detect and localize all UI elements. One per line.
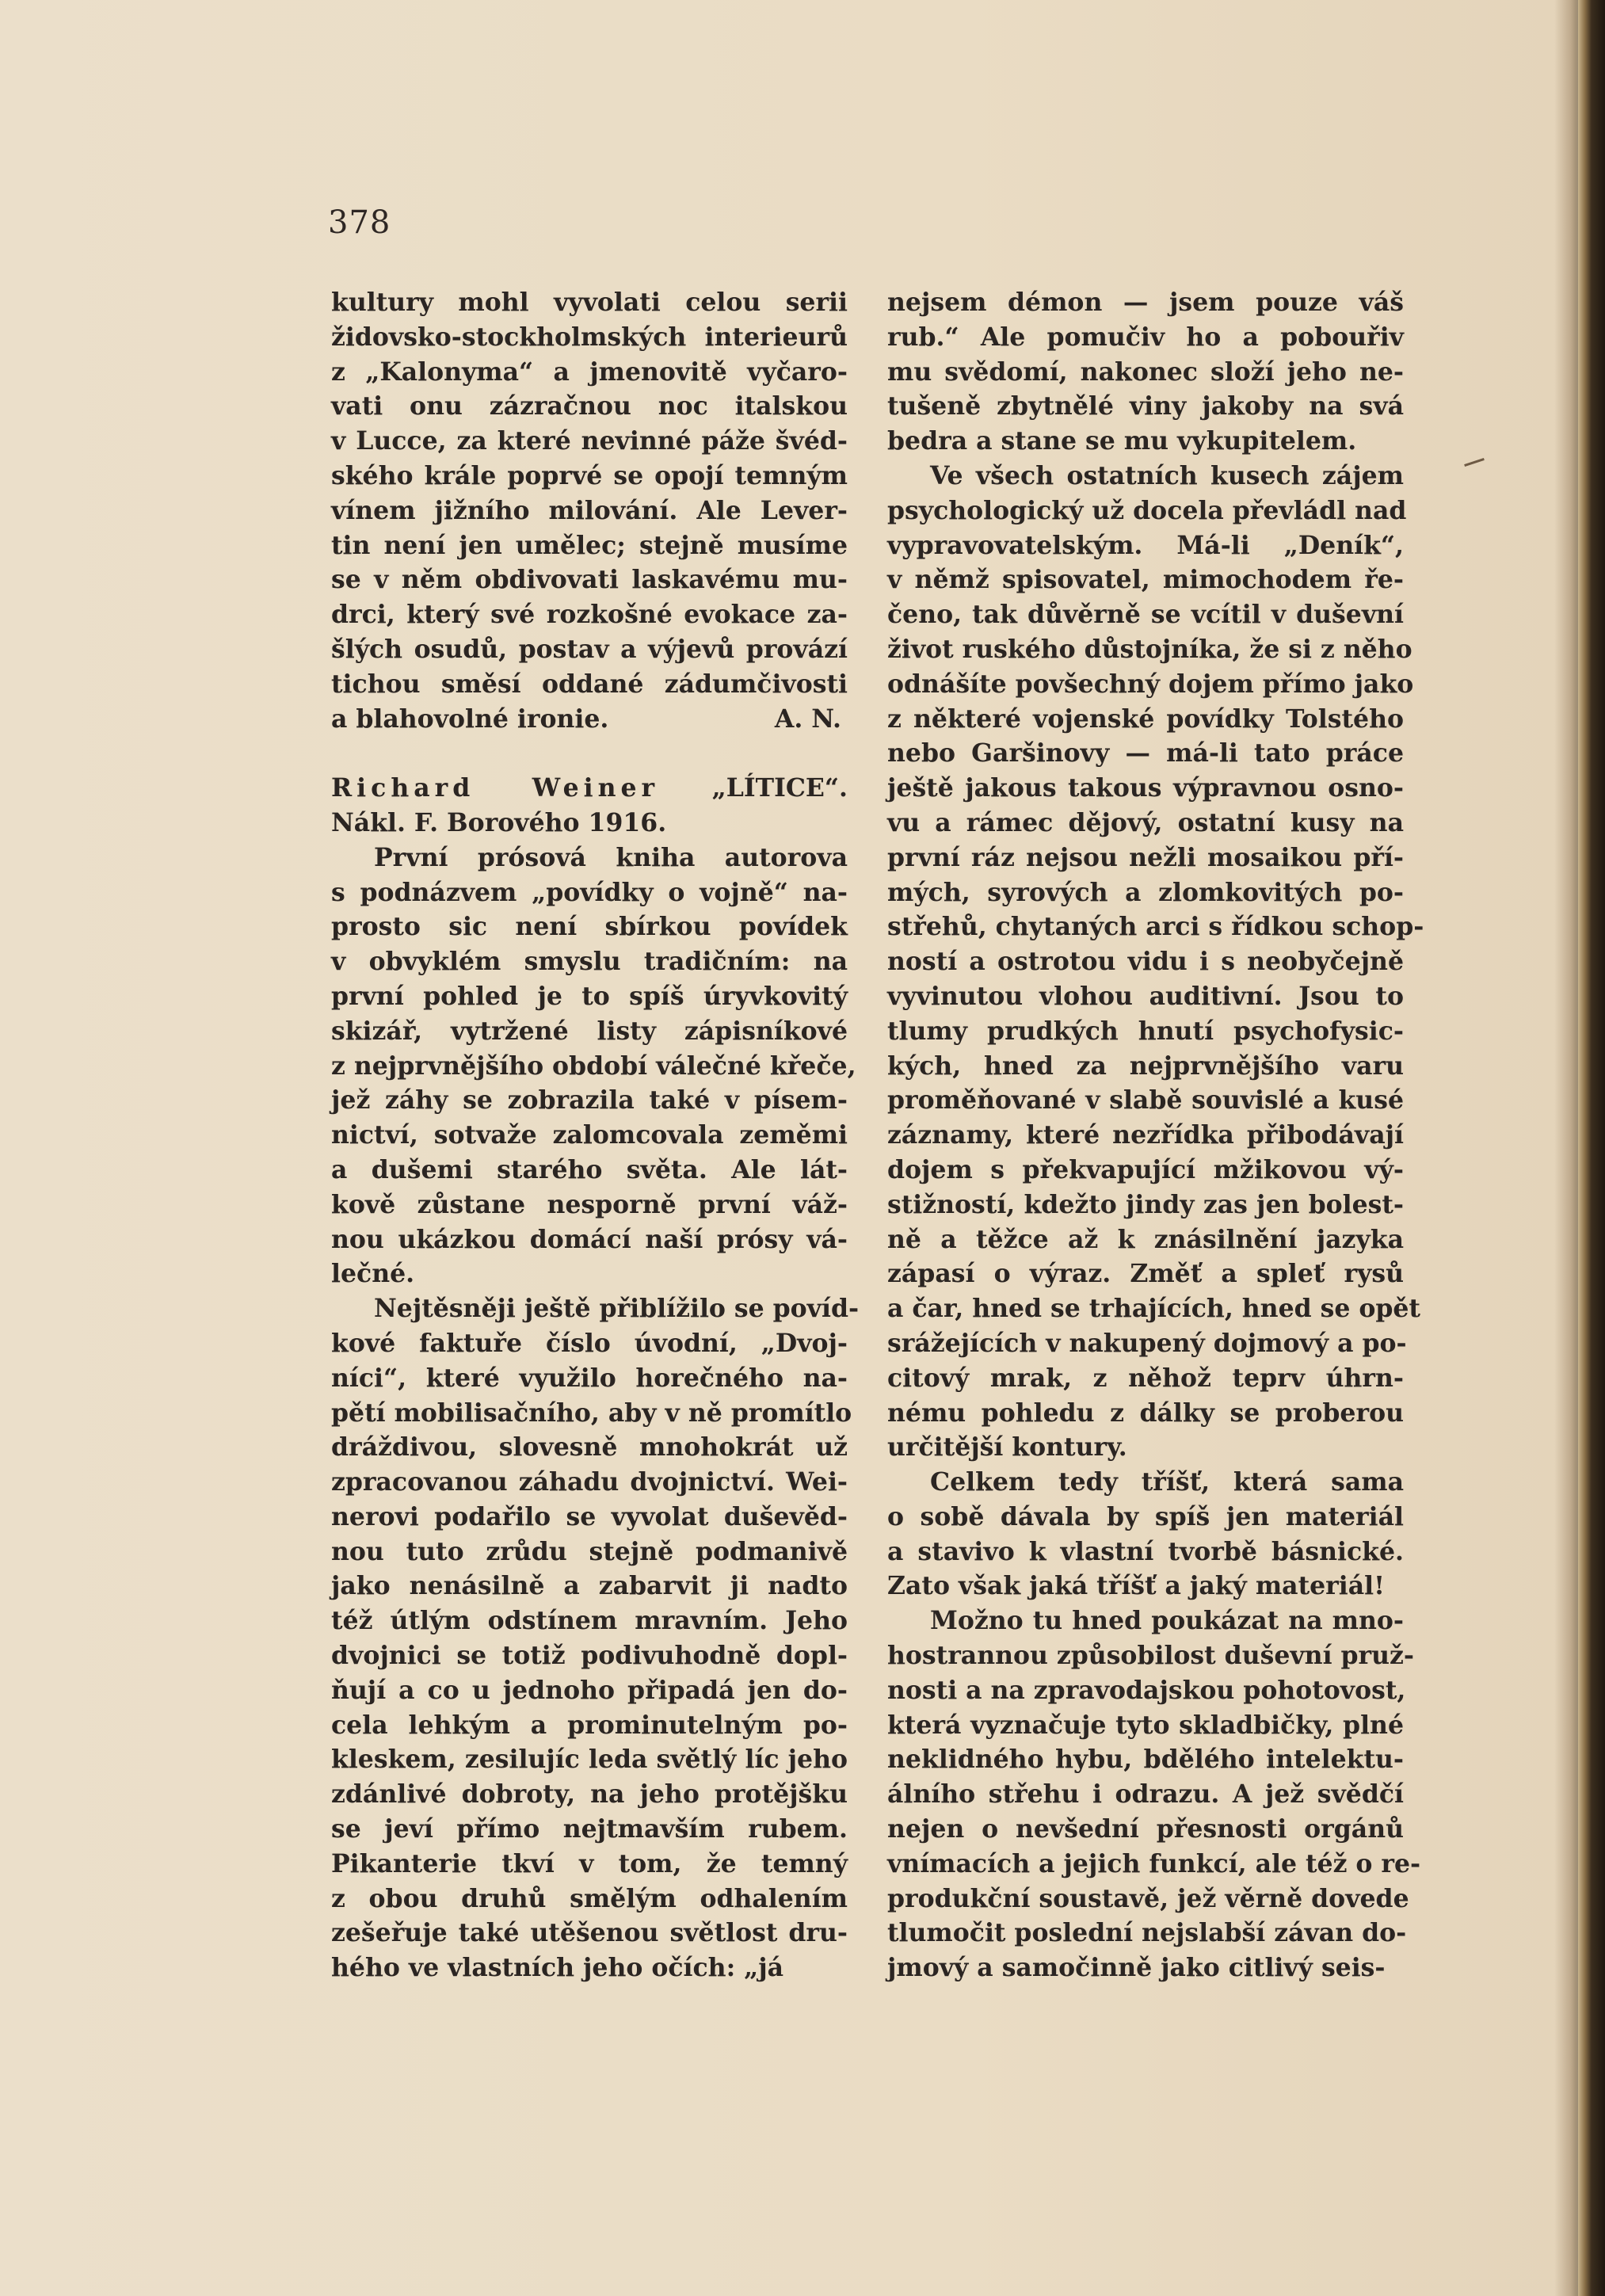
line-text: Pikanterie tkví v tom, že temný xyxy=(331,1848,848,1878)
text-line xyxy=(887,1222,1404,1257)
text-line xyxy=(331,979,848,1014)
text-line xyxy=(331,424,848,459)
line-text: srážejících v nakupený dojmový a po- xyxy=(887,1328,1407,1358)
text-line xyxy=(887,875,1404,910)
text-line xyxy=(887,702,1404,737)
text-line xyxy=(887,910,1424,944)
line-text: o sobě dávala by spíš jen materiál xyxy=(887,1501,1404,1531)
text-line xyxy=(331,1118,848,1153)
line-text: jež záhy se zobrazila také v písem- xyxy=(331,1085,848,1116)
line-text: drci, který své rozkošné evokace za- xyxy=(331,600,848,630)
text-line xyxy=(331,1049,856,1084)
line-text: tin není jen umělec; stejně musíme xyxy=(331,530,848,560)
text-line xyxy=(887,1708,1404,1743)
text-line xyxy=(331,771,848,806)
text-line xyxy=(331,1465,848,1500)
line-text: nou ukázkou domácí naší prósy vá- xyxy=(331,1224,848,1254)
text-line xyxy=(887,1951,1404,1985)
text-line xyxy=(887,1777,1404,1812)
line-text: bedra a stane se mu vykupitelem. xyxy=(887,426,1357,456)
line-text: šlých osudů, postav a výjevů provází xyxy=(331,634,848,664)
line-text: lečné. xyxy=(331,1259,415,1289)
line-text: dvojnici se totiž podivuhodně dopl- xyxy=(331,1641,848,1671)
line-text: židovsko-stockholmských interieurů xyxy=(331,322,848,352)
text-line xyxy=(331,1638,848,1673)
line-text: život ruského důstojníka, že si z něho xyxy=(887,634,1412,664)
line-text: vnímacích a jejich funkcí, ale též o re- xyxy=(887,1848,1421,1878)
line-text: jako nenásilně a zabarvit ji nadto xyxy=(331,1571,848,1601)
text-line xyxy=(887,1535,1404,1569)
line-text: čeno, tak důvěrně se vcítil v duševní xyxy=(887,600,1404,630)
line-text: z některé vojenské povídky Tolstého xyxy=(887,704,1404,734)
line-text: zpracovanou záhadu dvojnictví. Wei- xyxy=(331,1467,848,1497)
text-line xyxy=(887,1014,1404,1049)
text-line xyxy=(887,979,1404,1014)
text-line xyxy=(887,1500,1404,1535)
line-text: první pohled je to spíš úryvkovitý xyxy=(331,981,848,1011)
line-text: Zato však jaká tříšť a jaký materiál! xyxy=(887,1571,1385,1601)
line-text: nejsem démon — jsem pouze váš xyxy=(887,288,1404,317)
text-line xyxy=(887,1361,1404,1396)
text-line xyxy=(331,910,848,944)
line-text: hostrannou způsobilost duševní pruž- xyxy=(887,1641,1414,1671)
line-text: tlumočit poslední nejslabší závan do- xyxy=(887,1918,1407,1948)
line-text: citový mrak, z něhož teprv úhrn- xyxy=(887,1363,1404,1393)
text-line xyxy=(331,1153,848,1188)
line-text: tichou směsí oddané zádumčivosti xyxy=(331,669,848,699)
text-line xyxy=(331,563,848,597)
text-line xyxy=(887,1188,1404,1222)
text-line xyxy=(887,320,1404,355)
text-line xyxy=(331,459,848,494)
line-text: ňují a co u jednoho připadá jen do- xyxy=(331,1675,848,1705)
line-text: pětí mobilisačního, aby v ně promítlo xyxy=(331,1398,852,1428)
line-text: která vyznačuje tyto skladbičky, plné xyxy=(887,1710,1404,1740)
line-text: ně a těžce až k znásilnění jazyka xyxy=(887,1224,1404,1254)
line-text: produkční soustavě, jež věrně dovede xyxy=(887,1883,1409,1913)
text-line xyxy=(331,702,848,737)
text-line xyxy=(331,1188,848,1222)
text-line xyxy=(331,494,848,528)
text-line xyxy=(887,1673,1404,1708)
text-line xyxy=(331,1083,848,1118)
text-line xyxy=(887,841,1404,875)
line-text: vu a rámec dějový, ostatní kusy na xyxy=(887,807,1404,837)
line-text: vyvinutou vlohou auditivní. Jsou to xyxy=(887,981,1404,1011)
text-line xyxy=(887,1153,1404,1188)
line-text: Celkem tedy tříšť, která sama xyxy=(930,1467,1404,1497)
text-line xyxy=(331,1916,848,1951)
text-line xyxy=(331,944,848,979)
text-line xyxy=(887,597,1404,632)
text-line xyxy=(887,1326,1407,1361)
text-line xyxy=(331,1535,848,1569)
text-line xyxy=(887,285,1404,320)
text-line xyxy=(887,1604,1404,1638)
text-line xyxy=(887,1291,1420,1326)
text-line xyxy=(331,1291,860,1326)
line-text: nictví, sotvaže zalomcovala zeměmi xyxy=(331,1120,848,1150)
text-line xyxy=(331,597,848,632)
book-title: „LÍTICE“. xyxy=(711,773,848,803)
line-text: ností a ostrotou vidu i s neobyčejně xyxy=(887,947,1404,977)
line-text: nosti a na zpravodajskou pohotovost, xyxy=(887,1675,1406,1705)
line-text: z „Kalonyma“ a jmenovitě vyčaro- xyxy=(331,357,848,387)
line-text: skizář, vytržené listy zápisníkové xyxy=(331,1016,848,1046)
line-text: z nejprvnějšího období válečné křeče, xyxy=(331,1051,856,1081)
line-text: v obvyklém smyslu tradičním: na xyxy=(331,947,848,977)
text-line xyxy=(331,1396,852,1431)
text-line xyxy=(331,1257,848,1291)
text-line xyxy=(331,1847,848,1882)
line-text: vati onu zázračnou noc italskou xyxy=(331,391,848,421)
left-column xyxy=(331,285,860,1985)
line-text: ještě jakous takous výpravnou osno- xyxy=(887,773,1404,803)
line-text: jmový a samočinně jako citlivý seis- xyxy=(887,1953,1386,1983)
line-text: nebo Garšinovy — má-li tato práce xyxy=(887,738,1404,769)
scan-edge xyxy=(1578,0,1605,2296)
line-text: níci“, které využilo horečného na- xyxy=(331,1363,848,1393)
text-line xyxy=(331,1777,848,1812)
text-line xyxy=(331,285,848,320)
text-line xyxy=(887,1257,1404,1291)
text-line xyxy=(331,355,848,390)
line-text: nejen o nevšední přesnosti orgánů xyxy=(887,1814,1404,1844)
text-line xyxy=(887,1847,1421,1882)
line-text: v němž spisovatel, mimochodem ře- xyxy=(887,565,1404,595)
text-line xyxy=(331,632,848,667)
line-text: prosto sic není sbírkou povídek xyxy=(331,912,848,942)
line-text: hého ve vlastních jeho očích: „já xyxy=(331,1953,784,1983)
line-text: první ráz nejsou nežli mosaikou pří- xyxy=(887,842,1404,872)
line-text: se jeví přímo nejtmavším rubem. xyxy=(331,1814,848,1844)
text-line xyxy=(331,389,848,424)
text-line xyxy=(331,875,848,910)
line-text: kultury mohl vyvolati celou serii xyxy=(331,288,848,317)
line-text: psychologický už docela převládl nad xyxy=(887,495,1407,525)
line-text: odnášíte povšechný dojem přímo jako xyxy=(887,669,1414,699)
text-line xyxy=(887,389,1404,424)
text-line xyxy=(331,1812,848,1847)
line-text: cela lehkým a prominutelným po- xyxy=(331,1710,848,1740)
text-line xyxy=(331,806,848,841)
line-text: a čar, hned se trhajících, hned se opět xyxy=(887,1294,1420,1324)
line-text: s podnázvem „povídky o vojně“ na- xyxy=(331,877,848,907)
text-line xyxy=(331,1604,848,1638)
text-line xyxy=(331,1673,848,1708)
line-text: Nákl. F. Borového 1916. xyxy=(331,807,667,837)
text-line xyxy=(331,1500,848,1535)
text-line xyxy=(887,944,1404,979)
text-line xyxy=(887,1812,1404,1847)
text-line xyxy=(887,1118,1404,1153)
page-number: 378 xyxy=(328,204,391,241)
text-line xyxy=(887,1638,1414,1673)
text-line xyxy=(331,1326,848,1361)
text-line xyxy=(331,1430,848,1465)
line-text: Možno tu hned poukázat na mno- xyxy=(930,1606,1404,1636)
line-text: mých, syrových a zlomkovitých po- xyxy=(887,877,1404,907)
text-line xyxy=(331,841,848,875)
text-line xyxy=(331,667,848,702)
page-fold-shadow xyxy=(1554,0,1578,2296)
line-text: určitější kontury. xyxy=(887,1432,1127,1463)
text-line xyxy=(887,1569,1404,1604)
line-text: vypravovatelským. Má-li „Deník“, xyxy=(887,530,1404,560)
line-text: álního střehu i odrazu. A jež svědčí xyxy=(887,1779,1404,1810)
review-signature: A. N. xyxy=(774,704,841,734)
text-line xyxy=(331,1742,848,1777)
line-text: dráždivou, slovesně mnohokrát už xyxy=(331,1432,848,1463)
line-text: nému pohledu z dálky se proberou xyxy=(887,1398,1404,1428)
line-text: neklidného hybu, bdělého intelektu- xyxy=(887,1745,1404,1775)
text-line xyxy=(887,1430,1404,1465)
text-line xyxy=(887,494,1407,528)
line-text: kové faktuře číslo úvodní, „Dvoj- xyxy=(331,1328,848,1358)
text-line xyxy=(887,1049,1404,1084)
text-line xyxy=(887,563,1404,597)
text-line xyxy=(331,320,848,355)
line-text: proměňované v slabě souvislé a kusé xyxy=(887,1085,1404,1116)
line-text: zdánlivé dobroty, na jeho protějšku xyxy=(331,1779,848,1810)
line-text: a stavivo k vlastní tvorbě básnické. xyxy=(887,1536,1404,1566)
line-text: se v něm obdivovati laskavému mu- xyxy=(331,565,848,595)
line-text: kově zůstane nesporně první váž- xyxy=(331,1189,848,1219)
right-column xyxy=(887,285,1424,1985)
text-line xyxy=(887,1882,1409,1917)
line-text: a dušemi starého světa. Ale lát- xyxy=(331,1154,848,1184)
text-line xyxy=(887,736,1404,771)
line-text: rub.“ Ale pomučiv ho a pobouřiv xyxy=(887,322,1404,352)
text-line xyxy=(331,1222,848,1257)
line-text: střehů, chytaných arci s řídkou schop- xyxy=(887,912,1424,942)
text-line xyxy=(331,1569,848,1604)
line-text: kleskem, zesilujíc leda světlý líc jeho xyxy=(331,1745,848,1775)
line-text: Nejtěsněji ještě přiblížilo se povíd- xyxy=(374,1294,860,1324)
text-line xyxy=(887,459,1404,494)
text-line xyxy=(331,1951,848,1985)
text-line xyxy=(887,771,1404,806)
text-line xyxy=(887,632,1412,667)
line-text: Ve všech ostatních kusech zájem xyxy=(930,460,1404,490)
line-text: nou tuto zrůdu stejně podmanivě xyxy=(331,1536,848,1566)
line-text: stižností, kdežto jindy zas jen bolest- xyxy=(887,1189,1404,1219)
text-line xyxy=(887,667,1414,702)
line-text: z obou druhů smělým odhalením xyxy=(331,1883,848,1913)
text-line xyxy=(887,424,1404,459)
line-text: tušeně zbytnělé viny jakoby na svá xyxy=(887,391,1404,421)
text-line xyxy=(887,1742,1404,1777)
text-line xyxy=(887,1396,1404,1431)
text-line xyxy=(331,1708,848,1743)
text-line xyxy=(331,528,848,563)
text-line xyxy=(331,1361,848,1396)
text-line xyxy=(887,1916,1407,1951)
text-line xyxy=(887,1083,1404,1118)
line-text: též útlým odstínem mravním. Jeho xyxy=(331,1606,848,1636)
line-text: kých, hned za nejprvnějšího varu xyxy=(887,1051,1404,1081)
text-line xyxy=(331,1014,848,1049)
review-author: Richard Weiner xyxy=(331,773,660,803)
line-text: dojem s překvapující mžikovou vý- xyxy=(887,1154,1404,1184)
line-text: záznamy, které nezřídka přibodávají xyxy=(887,1120,1404,1150)
line-text: a blahovolné ironie. xyxy=(331,704,609,734)
line-text: zešeřuje také utěšenou světlost dru- xyxy=(331,1918,848,1948)
line-text: mu svědomí, nakonec složí jeho ne- xyxy=(887,357,1404,387)
line-text: nerovi podařilo se vyvolat duševěd- xyxy=(331,1501,848,1531)
text-line xyxy=(887,528,1404,563)
text-line xyxy=(331,1882,848,1917)
line-text: tlumy prudkých hnutí psychofysic- xyxy=(887,1016,1404,1046)
text-line xyxy=(887,1465,1404,1500)
line-text: vínem jižního milování. Ale Lever- xyxy=(331,495,848,525)
line-text: ského krále poprvé se opojí temným xyxy=(331,460,848,490)
line-text: v Lucce, za které nevinné páže švéd- xyxy=(331,426,848,456)
text-line xyxy=(887,355,1404,390)
text-line xyxy=(887,806,1404,841)
line-text: zápasí o výraz. Změť a spleť rysů xyxy=(887,1259,1404,1289)
line-text: První prósová kniha autorova xyxy=(374,842,848,872)
text-line xyxy=(331,736,848,771)
